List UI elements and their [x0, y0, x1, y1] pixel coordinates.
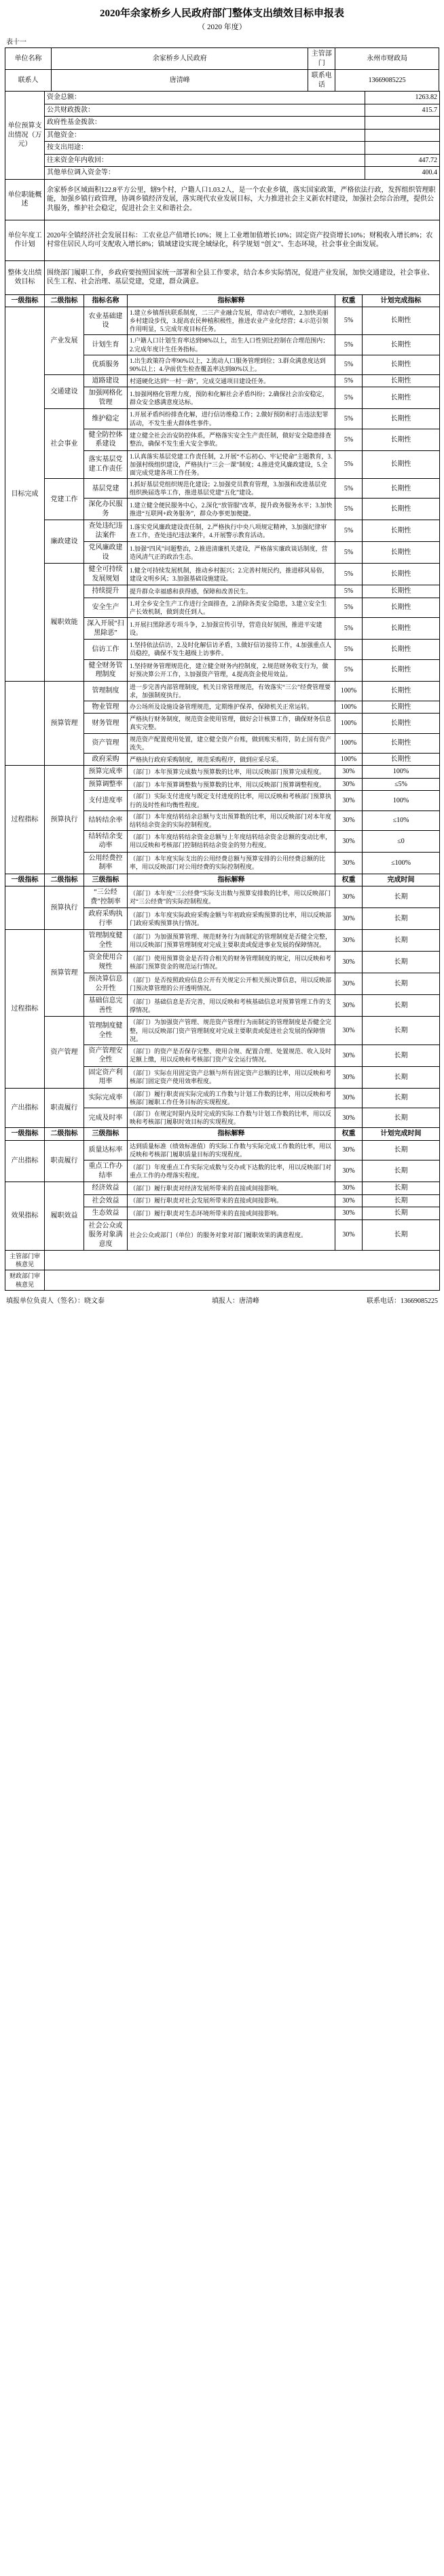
work-plan-text: 2020年全镇经济社会发展目标：工农业总产值增长10%；规上工业增加值增长10%；固定资产投资增长10%；财税收入增长8%；农村常住居民人均可支配收入增长8%；镇域建设实现全域绿化，科学规划 “创文”、生态环境，社会事业全面发展。 — [45, 220, 440, 260]
third-col-l3: 三级指标 — [84, 1128, 128, 1141]
indicator-weight: 30% — [335, 1045, 363, 1066]
indicator-plan: 长期 — [363, 973, 440, 995]
indicator-weight: 30% — [335, 908, 363, 930]
dept-label: 主管部门 — [308, 48, 335, 70]
budget-item-value — [365, 142, 440, 155]
indicator-name: 生态效益 — [84, 1207, 128, 1220]
indicator-plan: 长期性 — [363, 564, 440, 585]
col-l2: 二级指标 — [45, 294, 84, 307]
phone-label: 联系电话 — [308, 70, 335, 92]
indicator-weight: 30% — [335, 830, 363, 852]
goal-group: 廉政建设 — [45, 520, 84, 564]
indicator-desc: （部门）使用预算资金是否符合相关的财务管理制度的规定，用以反映和考核部门预算资金的规范运行情况。 — [128, 952, 335, 973]
indicator-name: 支付进度率 — [84, 791, 128, 811]
indicator-desc: 1.加强“四风”问题整治，2.推进清廉机关建设，严格落实廉政谈话制度，营造风清气正的政治生态。 — [128, 542, 335, 564]
report-title: 2020年余家桥乡人民政府部门整体支出绩效目标申报表 — [99, 8, 344, 19]
indicator-name: 预算调整率 — [84, 778, 128, 791]
indicator-weight: 5% — [335, 355, 363, 374]
indicator-weight: 30% — [335, 1182, 363, 1195]
indicator-weight: 5% — [335, 499, 363, 520]
indicator-name: 深入开展“扫黑除恶” — [84, 618, 128, 640]
indicator-weight: 5% — [335, 387, 363, 409]
indicator-name: 资金使用合规性 — [84, 952, 128, 973]
indicator-desc: （部门）本年预算完成数与预算数的比率，用以反映部门预算完成程度。 — [128, 766, 335, 779]
third-table — [5, 1127, 440, 1251]
indicator-desc: （部门）为加强预算管理、规范财务行为而制定的管理制度是否健全完整，用以反映部门预算管理制度对完成主要职责或促进事业发展的保障情况。 — [128, 930, 335, 952]
indicator-name: 财务管理 — [84, 714, 128, 733]
third-col-l1: 一级指标 — [5, 1128, 45, 1141]
indicator-weight: 30% — [335, 886, 363, 908]
indicator-name: 信访工作 — [84, 640, 128, 659]
indicator-name: 深化办民服务 — [84, 499, 128, 520]
indicator-name: 经济效益 — [84, 1182, 128, 1195]
indicator-weight: 100% — [335, 733, 363, 753]
indicator-name: 政府采购 — [84, 753, 128, 766]
report-page — [5, 0, 439, 1309]
review-label: 主管部门审核意见 — [5, 1251, 45, 1270]
indicator-desc: （部门）基础信息是否完善，用以反映和考核基础信息对预算管理工作的支撑情况。 — [128, 995, 335, 1017]
indicator-name: 实际完成率 — [84, 1088, 128, 1108]
indicator-plan: 长期 — [363, 908, 440, 930]
indicator-plan: 长期 — [363, 1182, 440, 1195]
indicator-plan: 长期 — [363, 1207, 440, 1220]
indicator-desc: （部门）年度重点工作实际完成数与交办或下达数的比率，用以反映部门对重点工作的办理落实程度。 — [128, 1160, 335, 1182]
duty-label: 单位职能概述 — [5, 179, 45, 220]
indicator-plan: 长期 — [363, 1045, 440, 1066]
second-col-l2: 二级指标 — [45, 874, 84, 886]
indicator-plan: 长期性 — [363, 598, 440, 617]
indicator-desc: 1.建立健全便民服务中心，2.深化“放管服”改革，提升政务服务水平；3.加快推进“互联网+政务服务”，群众办事更加便捷。 — [128, 499, 335, 520]
indicator-weight: 30% — [335, 791, 363, 811]
year-line: （ 2020 年度） — [198, 23, 246, 31]
info-table — [5, 47, 439, 92]
indicator-desc: 1.开展扫黑除恶专项斗争，2.加强宣传引导，营造良好氛围，推进平安建设。 — [128, 618, 335, 640]
indicator-desc: 1.出生政策符合率90%以上，2.流动人口服务管理到位；3.群众满意度达到90%以上；4.孕前优生检查覆盖率达到80%以上。 — [128, 355, 335, 374]
text-table — [5, 179, 440, 295]
unit-name-value: 余家桥乡人民政府 — [52, 48, 308, 70]
indicator-plan: 长期性 — [363, 733, 440, 753]
indicator-weight: 30% — [335, 1160, 363, 1182]
indicator-name: 资产管理 — [84, 733, 128, 753]
indicator-desc: （部门）实际支付进度与既定支付进度的比率，用以反映和考核部门预算执行的及时性和均衡性程度。 — [128, 791, 335, 811]
third-col-plan: 计划完成时间 — [363, 1128, 440, 1141]
budget-item-name: 公共财政拨款： — [45, 104, 365, 117]
third-col-desc: 指标解释 — [128, 1128, 335, 1141]
review-table — [5, 1250, 440, 1291]
indicator-weight: 30% — [335, 1066, 363, 1088]
indicator-plan: 长期性 — [363, 640, 440, 659]
indicator-name: 资产管理安全性 — [84, 1045, 128, 1066]
indicator-plan: 长期性 — [363, 753, 440, 766]
budget-item-name: 资金总额： — [45, 92, 365, 104]
indicator-name: 公用经费控制率 — [84, 852, 128, 874]
indicator-plan: 长期性 — [363, 409, 440, 429]
indicator-desc: 1.坚持财务管理规范化，建立健全财务内控制度，2.规范财务收支行为，做好预决算公开工作，3.加强资产管理，4.提高资金使用效益。 — [128, 659, 335, 681]
indicator-weight: 100% — [335, 753, 363, 766]
indicator-desc: （部门）的资产是否保存完整、使用合规、配置合理、处置规范、收入及时足额上缴，用以反映和考核部门资产安全运行情况。 — [128, 1045, 335, 1066]
goal-group: 社会事业 — [45, 409, 84, 479]
indicator-name: 维护稳定 — [84, 409, 128, 429]
indicator-weight: 30% — [335, 1194, 363, 1207]
col-l3: 指标名称 — [84, 294, 128, 307]
budget-item-name: 按支出用途： — [45, 142, 365, 155]
indicator-desc: （部门）实际在用固定资产总额与所有固定资产总额的比率，用以反映和考核部门固定资产使用效率程度。 — [128, 1066, 335, 1088]
indicator-name: 计划生育 — [84, 335, 128, 355]
indicator-desc: 1.落实党风廉政建设责任制，2.严格执行中央八项规定精神，3.加强纪律审查工作，查处违纪违法案件，4.开展警示教育活动。 — [128, 520, 335, 542]
indicator-plan: 长期性 — [363, 374, 440, 387]
goal-text: 围绕部门履职工作，乡政府要按照国家统一部署和全县工作要求，结合本乡实际情况，促进产业发展，加快交通建设，社会事业、民生工程、社会治理、基层党建，党建，群众满意。 — [45, 260, 440, 294]
budget-item-value: 400.4 — [365, 167, 440, 180]
indicator-desc: 1.加强网格化管理力度，预防和化解社会矛盾纠纷；2.确保社会治安稳定，群众安全感满意度达标。 — [128, 387, 335, 409]
indicator-name: 健全财务管理制度 — [84, 659, 128, 681]
indicator-plan: 长期 — [363, 886, 440, 908]
indicator-weight: 30% — [335, 1017, 363, 1045]
indicator-plan: ≤5% — [363, 778, 440, 791]
indicator-plan: 长期 — [363, 1194, 440, 1207]
indicator-weight: 30% — [335, 973, 363, 995]
indicator-desc: 1.抓好基层党组织规范化建设；2.加强党员教育管理，3.加强和改进基层党组织换届选举工作，推进基层党建“五化”建设。 — [128, 479, 335, 499]
indicator-name: 结转结余率 — [84, 811, 128, 830]
indicator-name: 社会公众或服务对象满意度 — [84, 1219, 128, 1251]
indicator-name: 基层党建 — [84, 479, 128, 499]
col-desc: 指标解释 — [128, 294, 335, 307]
indicator-weight: 5% — [335, 429, 363, 450]
row-l1: 产出指标 — [5, 1088, 45, 1128]
goal-label: 整体支出绩效目标 — [5, 260, 45, 294]
indicator-weight: 5% — [335, 479, 363, 499]
indicator-name: 结转结余变动率 — [84, 830, 128, 852]
indicator-name: 管理制度健全性 — [84, 1017, 128, 1045]
budget-item-value — [365, 117, 440, 130]
indicator-plan: 长期 — [363, 1088, 440, 1108]
indicator-plan: 长期性 — [363, 499, 440, 520]
indicator-weight: 5% — [335, 307, 363, 335]
indicator-plan: 长期 — [363, 1160, 440, 1182]
indicator-weight: 30% — [335, 995, 363, 1017]
indicator-weight: 30% — [335, 811, 363, 830]
indicator-desc: 提升群众幸福感和获得感，保障和改善民生。 — [128, 585, 335, 598]
form-id: 表十一 — [6, 39, 26, 46]
indicator-weight: 30% — [335, 1140, 363, 1160]
goal-group: 交通建设 — [45, 374, 84, 409]
indicator-weight: 5% — [335, 520, 363, 542]
row-l1: 效果指标 — [5, 1182, 45, 1251]
second-col-weight: 权重 — [335, 874, 363, 886]
indicator-plan: 长期性 — [363, 618, 440, 640]
indicator-plan: 长期性 — [363, 355, 440, 374]
indicator-plan: 长期 — [363, 1017, 440, 1045]
indicator-plan: 长期 — [363, 1066, 440, 1088]
indicator-desc: 1.开展矛盾纠纷排查化解，进行信访维稳工作；2.做好预防和打击违法犯罪活动，不发生重大群体性事件。 — [128, 409, 335, 429]
row-l2: 预算管理 — [45, 930, 84, 1017]
indicator-desc: 社会公众或部门（单位）的服务对象对部门履职效果的满意程度。 — [128, 1219, 335, 1251]
indicator-plan: 长期性 — [363, 335, 440, 355]
indicator-desc: （部门）为加强资产管理、规范资产管理行为而制定的管理制度是否健全完整，用以反映部门资产管理制度对完成主要职责或促进社会发展的保障情况。 — [128, 1017, 335, 1045]
indicator-desc: （部门）履行职责对社会发展所带来的直接或间接影响。 — [128, 1194, 335, 1207]
indicator-name: 政府采购执行率 — [84, 908, 128, 930]
indicator-desc: （部门）本年预算调整数与预算数的比率，用以反映部门预算调整程度。 — [128, 778, 335, 791]
indicator-weight: 5% — [335, 542, 363, 564]
row-l2: 职责履行 — [45, 1140, 84, 1182]
indicator-name: 健全防控体系建设 — [84, 429, 128, 450]
goal-group: 党建工作 — [45, 479, 84, 520]
row-l2: 资产管理 — [45, 1017, 84, 1088]
indicator-name: “三公经费”控制率 — [84, 886, 128, 908]
indicator-plan: ≤0 — [363, 830, 440, 852]
indicator-weight: 30% — [335, 766, 363, 779]
col-weight: 权重 — [335, 294, 363, 307]
budget-item-name: 政府性基金拨款： — [45, 117, 365, 130]
indicator-weight: 100% — [335, 701, 363, 714]
indicator-desc: 村道硬化达到“一村一路”，完成交通项目建设任务。 — [128, 374, 335, 387]
indicator-name: 质量达标率 — [84, 1140, 128, 1160]
indicator-desc: 严格执行财务制度，规范资金使用管理，做好会计核算工作，确保财务信息真实完整。 — [128, 714, 335, 733]
indicator-desc: 办公场所及设施设备管理规范，定期维护保养，保障机关正常运转。 — [128, 701, 335, 714]
indicator-desc: （部门）本年度结转结余资金总额与上年度结转结余资金总额的变动比率，用以反映和考核部门控制结转结余资金的努力程度。 — [128, 830, 335, 852]
review-label: 财政部门审核意见 — [5, 1270, 45, 1290]
row-l2: 预算执行 — [45, 886, 84, 930]
indicator-plan: 长期 — [363, 1219, 440, 1251]
row-l1 — [5, 886, 45, 930]
row-l2: 职责履行 — [45, 1088, 84, 1128]
filler-name: 填报人：唐清峰 — [212, 1297, 259, 1305]
indicator-weight: 5% — [335, 659, 363, 681]
indicator-weight: 30% — [335, 1108, 363, 1128]
indicator-weight: 5% — [335, 585, 363, 598]
indicator-plan: 长期 — [363, 930, 440, 952]
indicator-weight: 5% — [335, 598, 363, 617]
indicator-name: 加强网格化管理 — [84, 387, 128, 409]
indicator-plan: 长期性 — [363, 429, 440, 450]
budget-item-name: 其他资金： — [45, 129, 365, 142]
indicator-plan: 100% — [363, 791, 440, 811]
indicator-plan: 长期 — [363, 1108, 440, 1128]
indicator-plan: 长期性 — [363, 681, 440, 701]
indicator-name: 农业基础建设 — [84, 307, 128, 335]
indicator-desc: 1.坚持依法信访，2.及时化解信访矛盾，3.做好信访接待工作，4.加强重点人员稳控，确保不发生越级上访事件。 — [128, 640, 335, 659]
indicator-desc: （部门）本年度实际政府采购金额与年初政府采购预算的比率，用以反映部门政府采购预算执行情况。 — [128, 908, 335, 930]
indicator-plan: 长期 — [363, 995, 440, 1017]
indicator-name: 健全可持续发展规划 — [84, 564, 128, 585]
budget-item-name: 往来资金年内收回： — [45, 154, 365, 167]
indicator-weight: 30% — [335, 952, 363, 973]
indicator-desc: 建立健全社会治安防控体系，严格落实安全生产责任制，做好安全隐患排查整治，确保不发生重大安全事故。 — [128, 429, 335, 450]
budget-item-value: 447.72 — [365, 154, 440, 167]
budget-item-value: 415.7 — [365, 104, 440, 117]
indicator-weight: 5% — [335, 640, 363, 659]
budget-table — [5, 91, 440, 180]
indicator-plan: 长期 — [363, 952, 440, 973]
indicator-plan: 长期性 — [363, 479, 440, 499]
indicator-desc: （部门）在规定时限内及时完成的实际工作数与计划工作数的比率，用以反映和考核部门履职时效目标的实现程度。 — [128, 1108, 335, 1128]
indicator-desc: （部门）是否按照政府信息公开有关规定公开相关预决算信息，用以反映部门预决算管理的公开透明情况。 — [128, 973, 335, 995]
indicator-plan: 长期性 — [363, 450, 440, 478]
second-col-l3: 三级指标 — [84, 874, 128, 886]
indicator-name: 预算完成率 — [84, 766, 128, 779]
indicator-plan: ≤100% — [363, 852, 440, 874]
indicator-desc: 1.认真落实基层党建工作责任制，2.开展“不忘初心、牢记使命”主题教育，3.加强村级组织建设，严格执行“三会一课”制度；4.推进党风廉政建设，5.全面完成党建各项工作任务。 — [128, 450, 335, 478]
indicator-plan: 长期性 — [363, 701, 440, 714]
indicator-desc: 规范资产配置使用处置，建立健全资产台账，做到账实相符，防止国有资产流失。 — [128, 733, 335, 753]
indicator-name: 完成及时率 — [84, 1108, 128, 1128]
budget-item-value — [365, 129, 440, 142]
indicator-plan: 长期 — [363, 1140, 440, 1160]
indicator-desc: 1.户籍人口计划生育率达到98%以上，出生人口性别比控制在合理范围内；2.完成年度计生任务指标。 — [128, 335, 335, 355]
mgmt-group: 履职效能 — [45, 564, 84, 681]
leader-signature: 填报单位负责人（签名）：晓文泰 — [6, 1297, 105, 1305]
indicator-plan: 100% — [363, 766, 440, 779]
manage-l2: 预算管理 — [45, 681, 84, 766]
indicator-name: 预决算信息公开性 — [84, 973, 128, 995]
indicator-name: 物业管理 — [84, 701, 128, 714]
signature-line — [5, 1295, 439, 1309]
row-l2: 履职效益 — [45, 1182, 84, 1251]
indicator-name: 重点工作办结率 — [84, 1160, 128, 1182]
indicator-name: 查处违纪违法案件 — [84, 520, 128, 542]
indicator-weight: 5% — [335, 450, 363, 478]
indicator-weight: 100% — [335, 681, 363, 701]
goal-l1-label: 目标完成 — [5, 307, 45, 682]
manage-l1 — [5, 681, 45, 766]
second-col-l1: 一级指标 — [5, 874, 45, 886]
indicator-name: 党风廉政建设 — [84, 542, 128, 564]
indicator-desc: 1.建立乡镇帮扶联系制度，二三产业融合发展，带动农户增收，2.加快美丽乡村建设步伐，3.提高农民种植积极性，推进农业产业化经营；4.示范引领作用明显，5.完成年度目标任务。 — [128, 307, 335, 335]
dept-value: 永州市财政局 — [335, 48, 439, 70]
indicator-plan: 长期性 — [363, 520, 440, 542]
phone-value: 13669085225 — [335, 70, 439, 92]
indicator-desc: （部门）本年度实际支出的公用经费总额与预算安排的公用经费总额的比率，用以反映部门对公用经费的实际控制程度。 — [128, 852, 335, 874]
indicator-weight: 30% — [335, 852, 363, 874]
indicator-weight: 30% — [335, 930, 363, 952]
indicator-weight: 5% — [335, 564, 363, 585]
budget-item-value: 1263.82 — [365, 92, 440, 104]
indicator-desc: 进一步完善内部管理制度，机关日常管理规范，有效落实“三公”经费管理要求，加强制度执行。 — [128, 681, 335, 701]
indicator-weight: 30% — [335, 778, 363, 791]
indicator-name: 持续提升 — [84, 585, 128, 598]
indicator-weight: 5% — [335, 618, 363, 640]
goal-group: 产业发展 — [45, 307, 84, 375]
indicator-table — [5, 294, 440, 874]
indicator-plan: 长期性 — [363, 585, 440, 598]
indicator-desc: 1.健全可持续发展机制，推动乡村振兴；2.完善村规民约，推进移风易俗，建设文明乡风；3.加强基础设施建设。 — [128, 564, 335, 585]
indicator-plan: ≤10% — [363, 811, 440, 830]
indicator-plan: 长期性 — [363, 542, 440, 564]
row-l1: 产出指标 — [5, 1140, 45, 1182]
indicator-name: 基础信息完善性 — [84, 995, 128, 1017]
second-table — [5, 874, 440, 1128]
process-l1: 过程指标 — [5, 766, 45, 874]
indicator-weight: 5% — [335, 335, 363, 355]
indicator-name: 道路建设 — [84, 374, 128, 387]
indicator-plan: 长期性 — [363, 659, 440, 681]
col-plan: 计划完成指标 — [363, 294, 440, 307]
indicator-name: 优质服务 — [84, 355, 128, 374]
indicator-name: 管理制度 — [84, 681, 128, 701]
indicator-name: 社会效益 — [84, 1194, 128, 1207]
indicator-name: 安全生产 — [84, 598, 128, 617]
indicator-desc: （部门）履行职责而实际完成的工作数与计划工作数的比率，用以反映和考核部门履职工作任务目标的实现程度。 — [128, 1088, 335, 1108]
third-col-l2: 二级指标 — [45, 1128, 84, 1141]
indicator-desc: （部门）履行职责对生态环境所带来的直接或间接影响。 — [128, 1207, 335, 1220]
review-value — [45, 1251, 440, 1270]
duty-text: 余家桥乡区域面积122.8平方公里，辖9个村，户籍人口1.03.2人，是一个农业乡镇，落实国家政策，严格依法行政，发挥组织管理职能，加强乡镇行政管理，协调乡镇经济发展，落实现代农业发展目标，大力推进社会主义新农村建设，加强社会综合治理，提供公共服务，维护社会稳定，促进社会主义和谐社会。 — [45, 179, 440, 220]
review-value — [45, 1270, 440, 1290]
indicator-weight: 30% — [335, 1088, 363, 1108]
indicator-desc: （部门）本年度结转结余总额与支出预算数的比率，用以反映部门对本年度结转结余资金的实际控制程度。 — [128, 811, 335, 830]
budget-item-name: 其他单位调入资金等： — [45, 167, 365, 180]
indicator-desc: （部门）履行职责对经济发展所带来的直接或间接影响。 — [128, 1182, 335, 1195]
indicator-plan: 长期性 — [363, 307, 440, 335]
indicator-name: 管理制度健全性 — [84, 930, 128, 952]
filler-phone: 联系电话：13669085225 — [367, 1297, 438, 1305]
indicator-weight: 5% — [335, 374, 363, 387]
indicator-plan: 长期性 — [363, 387, 440, 409]
contact-label: 联系人 — [5, 70, 52, 92]
indicator-weight: 5% — [335, 409, 363, 429]
work-plan-label: 单位年度工作计划 — [5, 220, 45, 260]
indicator-plan: 长期性 — [363, 714, 440, 733]
indicator-desc: 严格执行政府采购制度，规范采购程序，做到应采尽采。 — [128, 753, 335, 766]
col-l1: 一级指标 — [5, 294, 45, 307]
indicator-weight: 100% — [335, 714, 363, 733]
third-col-weight: 权重 — [335, 1128, 363, 1141]
row-l1: 过程指标 — [5, 930, 45, 1088]
indicator-weight: 30% — [335, 1207, 363, 1220]
indicator-desc: （部门）本年度“三公经费”实际支出数与预算安排数的比率，用以反映部门对“三公经费”的实际控制程度。 — [128, 886, 335, 908]
second-col-desc: 指标解释 — [128, 874, 335, 886]
indicator-desc: 1.对全乡安全生产工作进行全面排查，2.消除各类安全隐患，3.建立安全生产长效机制，做到责任到人。 — [128, 598, 335, 617]
unit-name-label: 单位名称 — [5, 48, 52, 70]
indicator-desc: 达到质量标准（绩效标准值）的实际工作数与实际完成工作数的比率，用以反映和考核部门履职质量目标的实现程度。 — [128, 1140, 335, 1160]
process-l2: 预算执行 — [45, 766, 84, 874]
indicator-weight: 30% — [335, 1219, 363, 1251]
second-col-plan: 完成时间 — [363, 874, 440, 886]
contact-value: 唐清峰 — [52, 70, 308, 92]
budget-label: 单位预算支出情况（万元） — [5, 92, 45, 180]
indicator-name: 固定资产利用率 — [84, 1066, 128, 1088]
indicator-name: 落实基层党建工作责任 — [84, 450, 128, 478]
